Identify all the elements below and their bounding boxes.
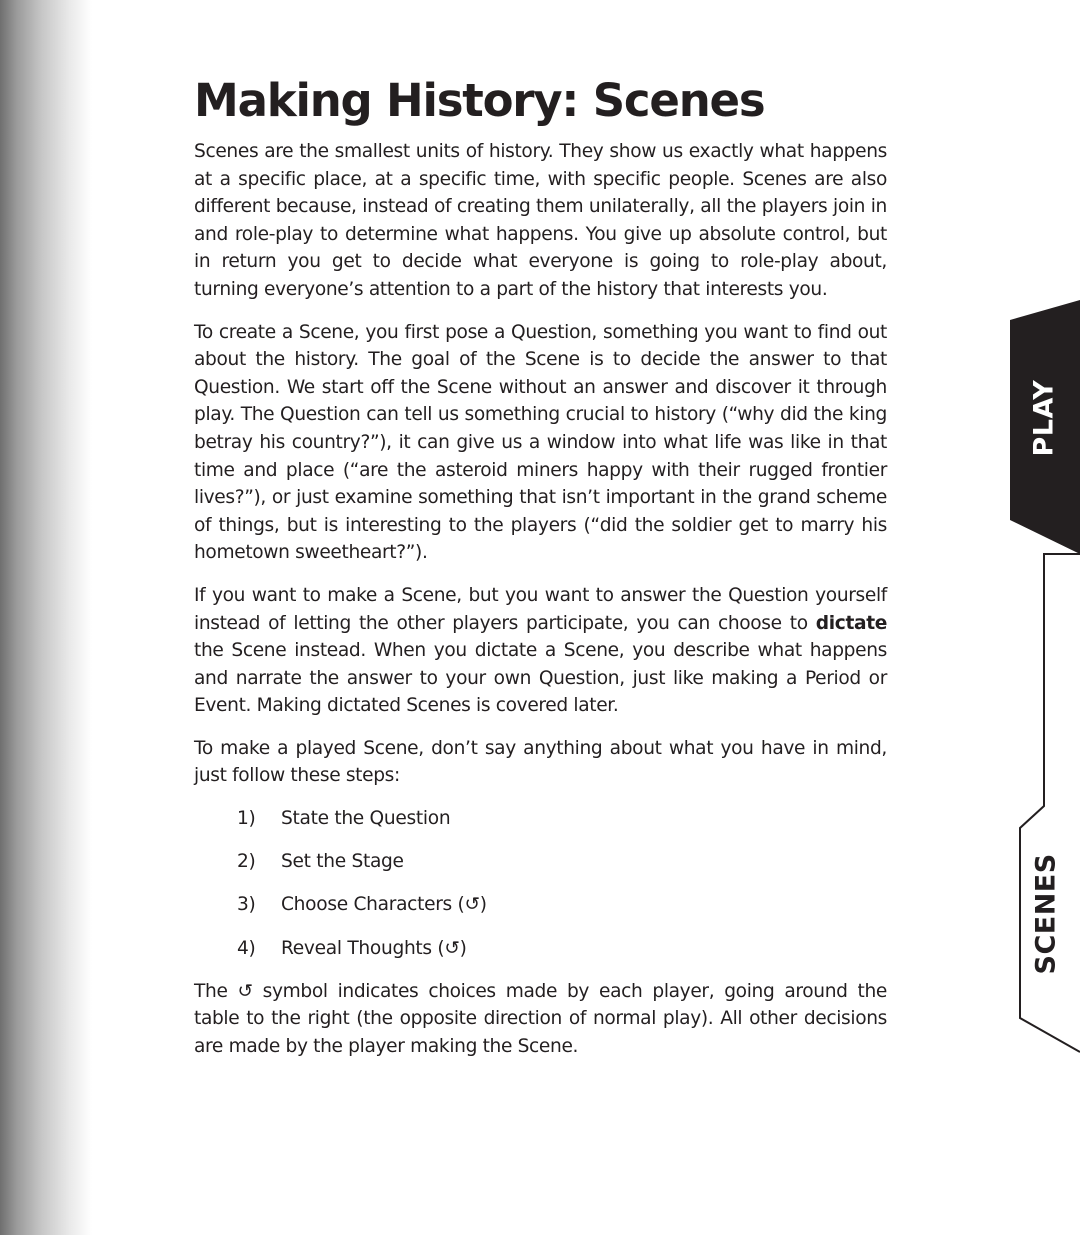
- page-title: Making History: Scenes: [194, 74, 765, 127]
- paragraph-create-scene: To create a Scene, you first pose a Question, something you want to find out about the history. The goal of the Scene is to decide the answer to that Question. We start off the Scene without an answer and discover it through play. The Question can tell us something crucial to history (“why did the king betray his country?”), it can give us a window into what life was like in that time and place (“are the asteroid miners happy with their rugged frontier lives?”), or just examine something that isn’t important in the grand scheme of things, but is interesting to the players (“did the soldier get to marry his hometown sweetheart?”).: [194, 321, 887, 564]
- paragraph-dictate-scene: [194, 582, 887, 720]
- step-number: 2): [237, 851, 256, 873]
- paragraph-scenes-intro: Scenes are the smallest units of history. They show us exactly what happens at a specific place, at a specific time, with specific people. Scenes are also different because, instead of creating them unilaterally, all the players join in and role-play to determine what happens. You give up absolute control, but in return you get to decide what everyone is going to role-play about, turning everyone’s attention to a part of the history that interests you.: [194, 141, 887, 300]
- page-content: [194, 72, 887, 1076]
- step-number: 4): [237, 937, 256, 959]
- tab-scenes[interactable]: SCENES: [1030, 853, 1062, 975]
- step-number: 3): [237, 894, 256, 916]
- list-item: [194, 805, 887, 833]
- dictate-text-after: the Scene instead. When you dictate a Scene, you describe what happens and narrate the answer to your own Question, just like making a Period or Event. Making dictated Scenes is covered later.: [194, 640, 887, 717]
- tab-divider-line: [1020, 554, 1080, 1052]
- steps-list: [194, 805, 887, 962]
- list-item: [194, 935, 887, 963]
- paragraph-symbol-note: The ↺ symbol indicates choices made by each player, going around the table to the right (the opposite direction of normal play). All other decisions are made by the player making the Scene.: [194, 980, 887, 1057]
- page-gutter-shadow: [0, 0, 92, 1235]
- dictate-term: dictate: [815, 612, 887, 634]
- step-text: Reveal Thoughts (↺): [281, 937, 467, 959]
- step-text: State the Question: [281, 808, 451, 830]
- chapter-tabs: [1000, 300, 1080, 1060]
- tab-play[interactable]: PLAY: [1028, 379, 1060, 457]
- paragraph-played-scene: To make a played Scene, don’t say anything about what you have in mind, just follow these steps:: [194, 737, 887, 787]
- list-item: [194, 848, 887, 876]
- dictate-text-before: If you want to make a Scene, but you want to answer the Question yourself instead of letting the other players participate, you can choose to: [194, 584, 887, 634]
- step-number: 1): [237, 808, 256, 830]
- step-text: Set the Stage: [281, 851, 404, 873]
- list-item: [194, 891, 887, 919]
- step-text: Choose Characters (↺): [281, 894, 487, 916]
